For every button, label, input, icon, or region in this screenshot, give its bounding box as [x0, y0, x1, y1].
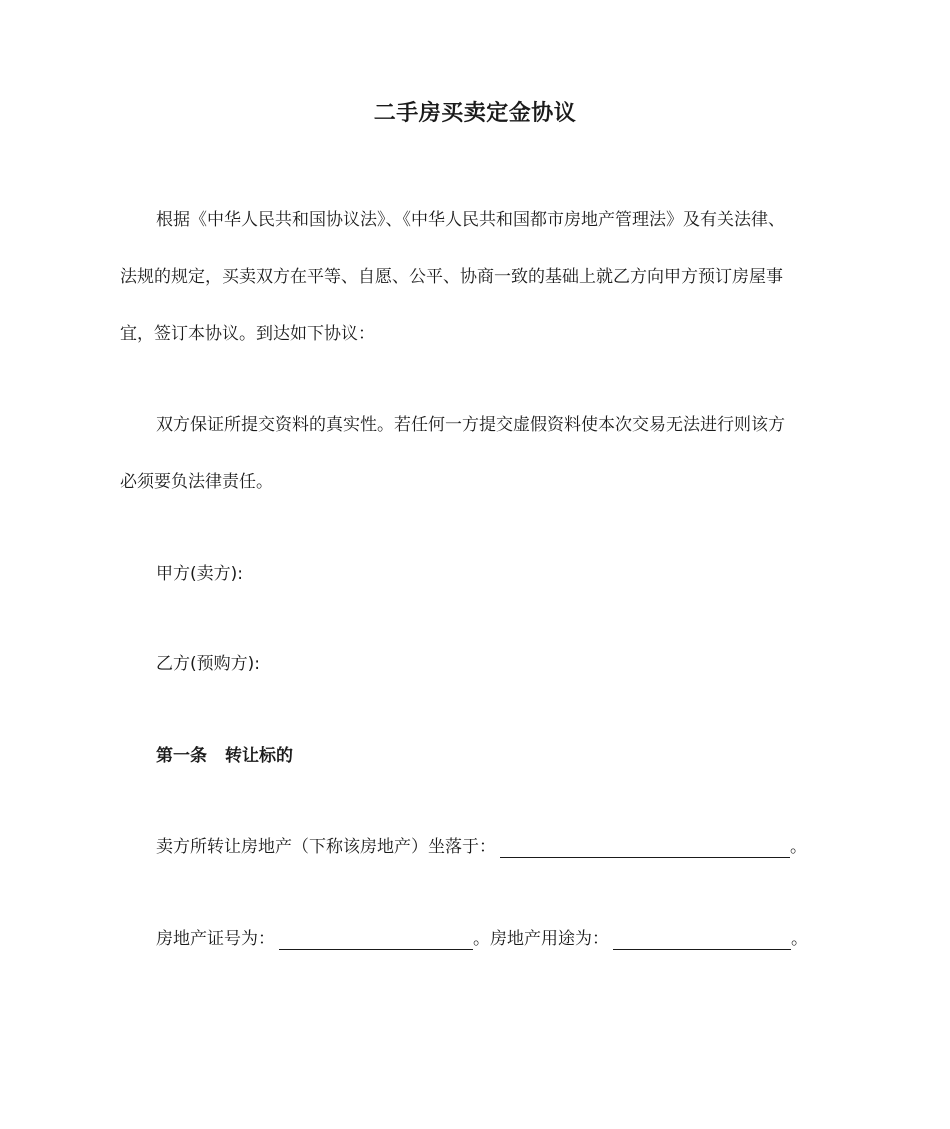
guarantee-line-2: 必须要负法律责任。 — [120, 472, 273, 492]
property-cert-end: 。 — [791, 929, 808, 949]
guarantee-paragraph — [120, 397, 845, 511]
property-location-blank[interactable] — [500, 835, 790, 858]
article-number: 第一条 — [156, 746, 207, 766]
property-cert-line — [120, 911, 845, 968]
property-use-label: 。房地产用途为： — [473, 929, 609, 949]
property-location-label: 卖方所转让房地产（下称该房地产）坐落于： — [156, 837, 496, 857]
intro-line-1: 根据《中华人民共和国协议法》、《中华人民共和国都市房地产管理法》及有关法律、 — [156, 210, 785, 230]
intro-line-2: 法规的规定，买卖双方在平等、自愿、公平、协商一致的基础上就乙方向甲方预订房屋事 — [120, 267, 783, 287]
property-use-blank[interactable] — [613, 927, 791, 950]
property-location-end: 。 — [790, 837, 807, 857]
intro-paragraph — [120, 192, 845, 363]
intro-line-3: 宜，签订本协议。到达如下协议： — [120, 324, 375, 344]
property-location-line — [120, 819, 845, 876]
guarantee-line-1: 双方保证所提交资料的真实性。若任何一方提交虚假资料使本次交易无法进行则该方 — [156, 415, 785, 435]
property-cert-label: 房地产证号为： — [156, 929, 275, 949]
party-b-line: 乙方(预购方): — [156, 654, 260, 674]
property-cert-blank[interactable] — [279, 927, 473, 950]
party-a-line: 甲方(卖方): — [156, 564, 243, 584]
article-title: 转让标的 — [225, 746, 293, 766]
document-title: 二手房买卖定金协议 — [373, 101, 577, 126]
article-1-heading — [120, 728, 845, 785]
